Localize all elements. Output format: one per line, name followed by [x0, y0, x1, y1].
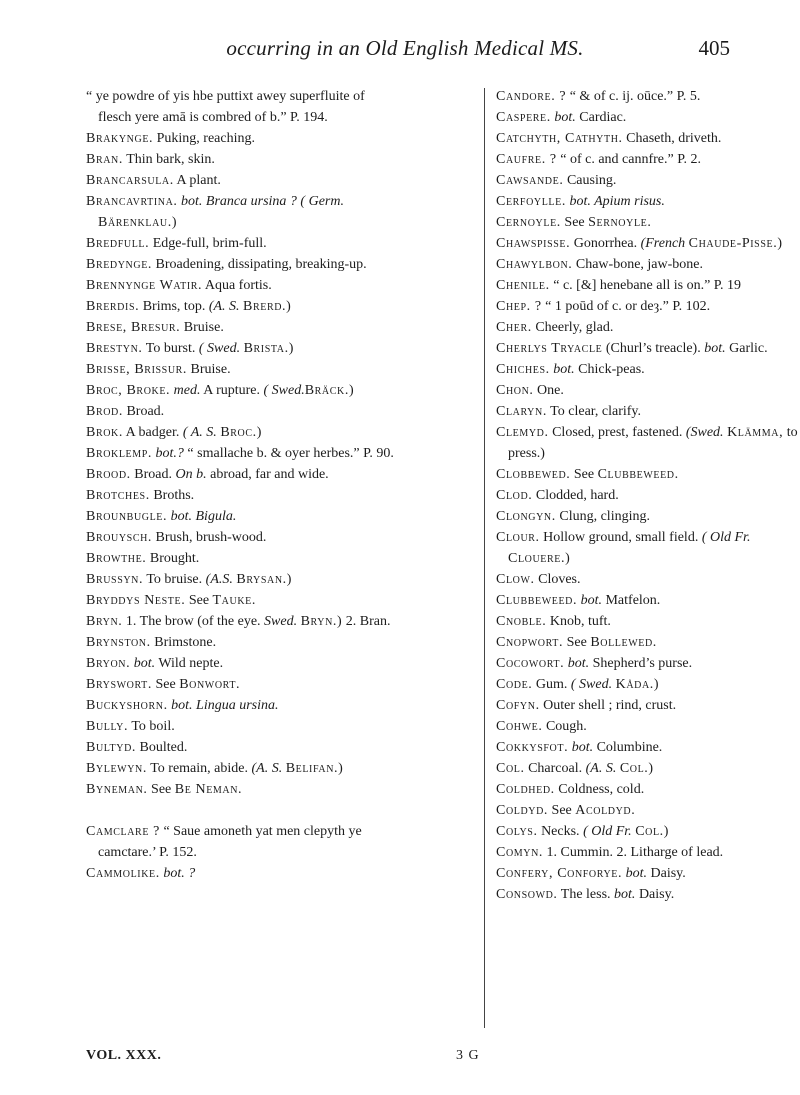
- italic-text: ( Old Fr.: [701, 530, 751, 545]
- italic-text: bot.: [133, 656, 156, 671]
- headword: Browthe.: [86, 551, 147, 566]
- glossary-entry: [86, 674, 401, 695]
- headword: Bryn.): [300, 614, 343, 629]
- headword: Bultyd.: [86, 740, 137, 755]
- entry-text: Garlic.: [725, 341, 768, 356]
- entry-text: Edge-full, brim-full.: [149, 236, 267, 251]
- headword: Acoldyd.: [575, 803, 636, 818]
- entry-text: Daisy.: [635, 887, 675, 902]
- headword: Tauke.: [212, 593, 256, 608]
- page-footer: [86, 1048, 726, 1072]
- headword: Clod.: [496, 488, 533, 503]
- entry-text: abroad, far and wide.: [206, 467, 329, 482]
- glossary-entry: [496, 149, 800, 170]
- headword: Brerd.): [243, 299, 292, 314]
- glossary-entry: [496, 821, 800, 842]
- italic-text: (Swed.: [685, 425, 724, 440]
- glossary-entry: [86, 716, 401, 737]
- glossary-entry: [496, 674, 800, 695]
- entry-text: “ Saue amoneth yat men clepyth ye camctare.’ P. 152.: [98, 824, 362, 860]
- italic-text: bot.: [571, 740, 594, 755]
- entry-text: Broadening, dissipating, breaking-up.: [152, 257, 367, 272]
- headword: Bärenklau.): [98, 215, 178, 230]
- glossary-entry: [496, 359, 800, 380]
- headword: Cnopwort.: [496, 635, 564, 650]
- headword: Brood.: [86, 467, 131, 482]
- entry-text: Knob, tuft.: [546, 614, 611, 629]
- headword: Chiches.: [496, 362, 550, 377]
- glossary-entry: [86, 485, 401, 506]
- entry-text: 1. The brow (of the eye.: [122, 614, 265, 629]
- headword: Broklemp.: [86, 446, 153, 461]
- glossary-entry: [496, 569, 800, 590]
- entry-text: See: [147, 782, 175, 797]
- entry-text: “ 1 poūd of c. or deȝ.” P. 102.: [541, 299, 711, 314]
- page-number: 405: [698, 36, 730, 60]
- headword: Klämma,: [727, 425, 784, 440]
- glossary-entry: [86, 695, 401, 716]
- entry-text: Bruise.: [180, 320, 224, 335]
- glossary-entry: [496, 590, 800, 611]
- italic-text: bot.: [704, 341, 726, 356]
- headword: Bredynge.: [86, 257, 153, 272]
- headword: Clobbewed.: [496, 467, 571, 482]
- entry-text: Columbine.: [593, 740, 663, 755]
- headword: Code.: [496, 677, 533, 692]
- entry-text: Clodded, hard.: [532, 488, 619, 503]
- glossary-entry: [86, 317, 401, 338]
- headword: Comyn.: [496, 845, 543, 860]
- entry-text: Brims, top.: [139, 299, 209, 314]
- italic-text: bot. Bigula.: [170, 509, 237, 524]
- headword: Brotches.: [86, 488, 150, 503]
- glossary-entry: [496, 191, 800, 212]
- headword: Brerdis.: [86, 299, 140, 314]
- headword: Bully.: [86, 719, 129, 734]
- italic-text: Swed.: [264, 614, 298, 629]
- volume-label: VOL. XXX.: [86, 1048, 162, 1063]
- entry-text: Cheerly, glad.: [531, 320, 614, 335]
- entry-text: See: [563, 635, 591, 650]
- glossary-entry: [86, 569, 401, 590]
- entry-text: Puking, reaching.: [153, 131, 255, 146]
- headword: Cocowort.: [496, 656, 565, 671]
- entry-text: Chaw-bone, jaw-bone.: [572, 257, 704, 272]
- headword: Brennynge Watir.: [86, 278, 203, 293]
- headword: Chawylbon.: [496, 257, 573, 272]
- headword: Consowd.: [496, 887, 558, 902]
- entry-text: 2. Bran.: [342, 614, 391, 629]
- headword: Cernoyle.: [496, 215, 561, 230]
- headword: Chon.: [496, 383, 534, 398]
- glossary-entry: [496, 107, 800, 128]
- glossary-entry: [86, 590, 401, 611]
- headword: Byneman.: [86, 782, 148, 797]
- glossary-entry: [496, 716, 800, 737]
- italic-text: ( Swed.: [570, 677, 613, 692]
- headword: Col.): [619, 761, 654, 776]
- entry-text: “ ye powdre of yis hbe puttixt awey superfluite of flesch yere amā is combred of b.” P. 194.: [86, 89, 365, 125]
- glossary-entry: [496, 758, 800, 779]
- italic-text: bot. ?: [163, 866, 196, 881]
- glossary-entry: [86, 128, 401, 149]
- entry-text: Brimstone.: [150, 635, 217, 650]
- headword: Cherlys Tryacle: [496, 341, 603, 356]
- glossary-entry: [496, 842, 800, 863]
- glossary-entry: [496, 170, 800, 191]
- headword: Coldyd.: [496, 803, 549, 818]
- headword: Cammolike.: [86, 866, 160, 881]
- glossary-entry: [86, 275, 401, 296]
- headword: Chenile.: [496, 278, 550, 293]
- glossary-entry: [496, 527, 800, 569]
- glossary-entry: [496, 485, 800, 506]
- entry-text: Brush, brush-wood.: [152, 530, 267, 545]
- entry-text: Thin bark, skin.: [122, 152, 215, 167]
- headword: Coldhed.: [496, 782, 555, 797]
- entry-text: Gum.: [532, 677, 571, 692]
- headword: Bryddys Neste.: [86, 593, 186, 608]
- glossary-entry: [496, 317, 800, 338]
- headword: Kåda.): [615, 677, 660, 692]
- entry-text: Outer shell ; rind, crust.: [539, 698, 677, 713]
- entry-text: “ & of c. ij. oūce.” P. 5.: [566, 89, 701, 104]
- headword: Colys.: [496, 824, 538, 839]
- entry-text: Hollow ground, small field.: [539, 530, 702, 545]
- entry-text: See: [560, 215, 589, 230]
- entry-text: Bruise.: [187, 362, 231, 377]
- headword: Bräck.): [304, 383, 355, 398]
- page-header: [80, 0, 730, 70]
- entry-text: To remain, abide.: [146, 761, 252, 776]
- headword: Bryn.: [86, 614, 123, 629]
- headword: Bollewed.: [590, 635, 657, 650]
- glossary-entry: [86, 170, 401, 191]
- headword: Brysan.): [236, 572, 293, 587]
- headword: Brod.: [86, 404, 123, 419]
- glossary-entry: [496, 632, 800, 653]
- running-title: occurring in an Old English Medical MS.: [226, 36, 584, 60]
- entry-text: To bruise.: [143, 572, 206, 587]
- italic-text: bot.?: [155, 446, 184, 461]
- entry-text: Daisy.: [647, 866, 686, 881]
- headword: Bryon.: [86, 656, 131, 671]
- headword: Clouere.): [508, 551, 571, 566]
- glossary-entry: [86, 863, 401, 884]
- headword: Brestyn.: [86, 341, 143, 356]
- headword: Brok.: [86, 425, 123, 440]
- entry-text: Broths.: [149, 488, 195, 503]
- entry-text: Causing.: [563, 173, 617, 188]
- headword: Brancarsula.: [86, 173, 174, 188]
- headword: Brussyn.: [86, 572, 144, 587]
- entry-text: Aqua fortis.: [202, 278, 272, 293]
- headword: Cokkysfot.: [496, 740, 569, 755]
- glossary-entry: [86, 191, 401, 233]
- headword: Clemyd.: [496, 425, 549, 440]
- entry-text: “ c. [&] henebane all is on.” P. 19: [549, 278, 742, 293]
- entry-text: See: [185, 593, 213, 608]
- glossary-entry: [86, 86, 401, 128]
- glossary-entry: [86, 443, 401, 464]
- entry-text: Shepherd’s purse.: [589, 656, 693, 671]
- headword: Bran.: [86, 152, 123, 167]
- glossary-entry: [86, 506, 401, 527]
- italic-text: ( A. S.: [182, 425, 217, 440]
- italic-text: bot.: [625, 866, 647, 881]
- glossary-entry: [86, 149, 401, 170]
- glossary-entry: [496, 401, 800, 422]
- section-gap: [86, 800, 401, 821]
- entry-text: To clear, clarify.: [546, 404, 642, 419]
- entry-text: A rupture.: [200, 383, 264, 398]
- glossary-entry: [86, 254, 401, 275]
- headword: Clongyn.: [496, 509, 556, 524]
- headword: Clubbeweed.: [597, 467, 679, 482]
- headword: Confery, Conforye.: [496, 866, 623, 881]
- italic-text: ( Swed.: [198, 341, 241, 356]
- italic-text: bot. Apium risus.: [569, 194, 665, 209]
- glossary-entry: [86, 422, 401, 443]
- entry-text: A badger.: [122, 425, 183, 440]
- glossary-entry: [496, 800, 800, 821]
- entry-text: Wild nepte.: [155, 656, 224, 671]
- headword: Caufre. ?: [496, 152, 557, 167]
- italic-text: (A. S.: [251, 761, 283, 776]
- glossary-entry: [496, 506, 800, 527]
- entry-text: See: [570, 467, 598, 482]
- glossary-entry: [496, 653, 800, 674]
- entry-text: Coldness, cold.: [554, 782, 645, 797]
- italic-text: bot.: [567, 656, 590, 671]
- glossary-entry: [86, 401, 401, 422]
- italic-text: bot.: [580, 593, 602, 608]
- entry-text: Matfelon.: [601, 593, 661, 608]
- headword: Brounbugle.: [86, 509, 168, 524]
- headword: Brese, Bresur.: [86, 320, 181, 335]
- headword: Col.): [635, 824, 670, 839]
- headword: Cofyn.: [496, 698, 540, 713]
- headword: Cnoble.: [496, 614, 547, 629]
- entry-text: Boulted.: [136, 740, 188, 755]
- glossary-entry: [86, 359, 401, 380]
- headword: Broc.): [220, 425, 262, 440]
- italic-text: On b.: [175, 467, 207, 482]
- entry-text: See: [548, 803, 576, 818]
- entry-text: (Churl’s treacle).: [602, 341, 705, 356]
- entry-text: See: [151, 677, 180, 692]
- glossary-entry: [86, 779, 401, 800]
- glossary-entry: [496, 338, 800, 359]
- headword: Bredfull.: [86, 236, 150, 251]
- italic-text: (A. S.: [585, 761, 617, 776]
- italic-text: bot. Branca ursina ? ( Germ.: [181, 194, 344, 209]
- entry-text: Gonorrhea.: [570, 236, 641, 251]
- headword: Clour.: [496, 530, 540, 545]
- headword: Catchyth, Cathyth.: [496, 131, 623, 146]
- headword: Brisse, Brissur.: [86, 362, 188, 377]
- left-column: [86, 86, 401, 884]
- glossary-entry: [86, 758, 401, 779]
- headword: Cohwe.: [496, 719, 543, 734]
- headword: Bylewyn.: [86, 761, 147, 776]
- entry-text: To burst.: [142, 341, 199, 356]
- glossary-entry: [496, 380, 800, 401]
- entry-text: Clung, clinging.: [555, 509, 650, 524]
- glossary-entry: [496, 863, 800, 884]
- glossary-entry: [496, 233, 800, 254]
- headword: Bryswort.: [86, 677, 152, 692]
- glossary-entry: [86, 338, 401, 359]
- glossary-entry: [86, 296, 401, 317]
- glossary-entry: [496, 254, 800, 275]
- headword: Col.: [496, 761, 525, 776]
- entry-text: Brought.: [146, 551, 200, 566]
- glossary-entry: [86, 464, 401, 485]
- entry-text: Chick-peas.: [574, 362, 645, 377]
- entry-text: Charcoal.: [524, 761, 586, 776]
- italic-text: ( Old Fr.: [583, 824, 632, 839]
- headword: Chaude-Pisse.): [688, 236, 783, 251]
- glossary-entry: [496, 128, 800, 149]
- glossary-entry: [496, 275, 800, 296]
- headword: Chawspisse.: [496, 236, 571, 251]
- glossary-entry: [86, 380, 401, 401]
- glossary-entry: [496, 296, 800, 317]
- entry-text: to press.): [508, 425, 798, 461]
- headword: Sernoyle.: [588, 215, 652, 230]
- glossary-entry: [86, 821, 401, 863]
- entry-text: One.: [533, 383, 564, 398]
- glossary-entry: [496, 212, 800, 233]
- headword: Brynston.: [86, 635, 151, 650]
- headword: Brancavrtina.: [86, 194, 178, 209]
- headword: Clubbeweed.: [496, 593, 578, 608]
- entry-text: To boil.: [128, 719, 175, 734]
- entry-text: “ of c. and cannfre.” P. 2.: [556, 152, 701, 167]
- italic-text: ( Swed.: [263, 383, 305, 398]
- headword: Camclare ?: [86, 824, 160, 839]
- entry-text: Cough.: [542, 719, 587, 734]
- headword: Candore. ?: [496, 89, 567, 104]
- glossary-entry: [496, 779, 800, 800]
- italic-text: bot.: [554, 110, 576, 125]
- glossary-entry: [86, 233, 401, 254]
- headword: Cerfoylle.: [496, 194, 566, 209]
- glossary-entry: [86, 632, 401, 653]
- italic-text: (A. S.: [208, 299, 240, 314]
- headword: Bonwort.: [179, 677, 241, 692]
- glossary-entry: [496, 422, 800, 464]
- headword: Brista.): [243, 341, 294, 356]
- glossary-entry: [86, 548, 401, 569]
- glossary-entry: [496, 611, 800, 632]
- headword: Cawsande.: [496, 173, 564, 188]
- glossary-entry: [86, 611, 401, 632]
- entry-text: Cardiac.: [575, 110, 627, 125]
- column-divider: [484, 88, 485, 1028]
- signature-mark: 3 G: [456, 1048, 480, 1063]
- italic-text: (A.S.: [205, 572, 233, 587]
- italic-text: bot.: [614, 887, 636, 902]
- entry-text: A plant.: [173, 173, 221, 188]
- glossary-entry: [496, 86, 800, 107]
- glossary-entry: [496, 737, 800, 758]
- headword: Broc, Broke.: [86, 383, 171, 398]
- italic-text: (French: [640, 236, 686, 251]
- entry-text: The less.: [557, 887, 615, 902]
- entry-text: Cloves.: [534, 572, 581, 587]
- entry-text: Closed, prest, fastened.: [548, 425, 686, 440]
- entry-text: Broad.: [130, 467, 176, 482]
- glossary-entry: [496, 695, 800, 716]
- headword: Be Neman.: [174, 782, 243, 797]
- headword: Caspere.: [496, 110, 551, 125]
- headword: Chep. ?: [496, 299, 542, 314]
- italic-text: bot. Lingua ursina.: [171, 698, 279, 713]
- glossary-entry: [86, 653, 401, 674]
- glossary-entry: [86, 737, 401, 758]
- italic-text: med.: [173, 383, 201, 398]
- headword: Brouysch.: [86, 530, 153, 545]
- right-column: [496, 86, 800, 905]
- headword: Clow.: [496, 572, 535, 587]
- entry-text: 1. Cummin. 2. Litharge of lead.: [543, 845, 724, 860]
- headword: Buckyshorn.: [86, 698, 168, 713]
- glossary-entry: [496, 884, 800, 905]
- entry-text: Broad.: [122, 404, 165, 419]
- entry-text: Chaseth, driveth.: [622, 131, 722, 146]
- glossary-entry: [86, 527, 401, 548]
- italic-text: bot.: [553, 362, 575, 377]
- headword: Brakynge.: [86, 131, 154, 146]
- entry-text: “ smallache b. & oyer herbes.” P. 90.: [183, 446, 394, 461]
- entry-text: Necks.: [537, 824, 584, 839]
- headword: Belifan.): [285, 761, 344, 776]
- headword: Claryn.: [496, 404, 547, 419]
- glossary-entry: [496, 464, 800, 485]
- headword: Cher.: [496, 320, 532, 335]
